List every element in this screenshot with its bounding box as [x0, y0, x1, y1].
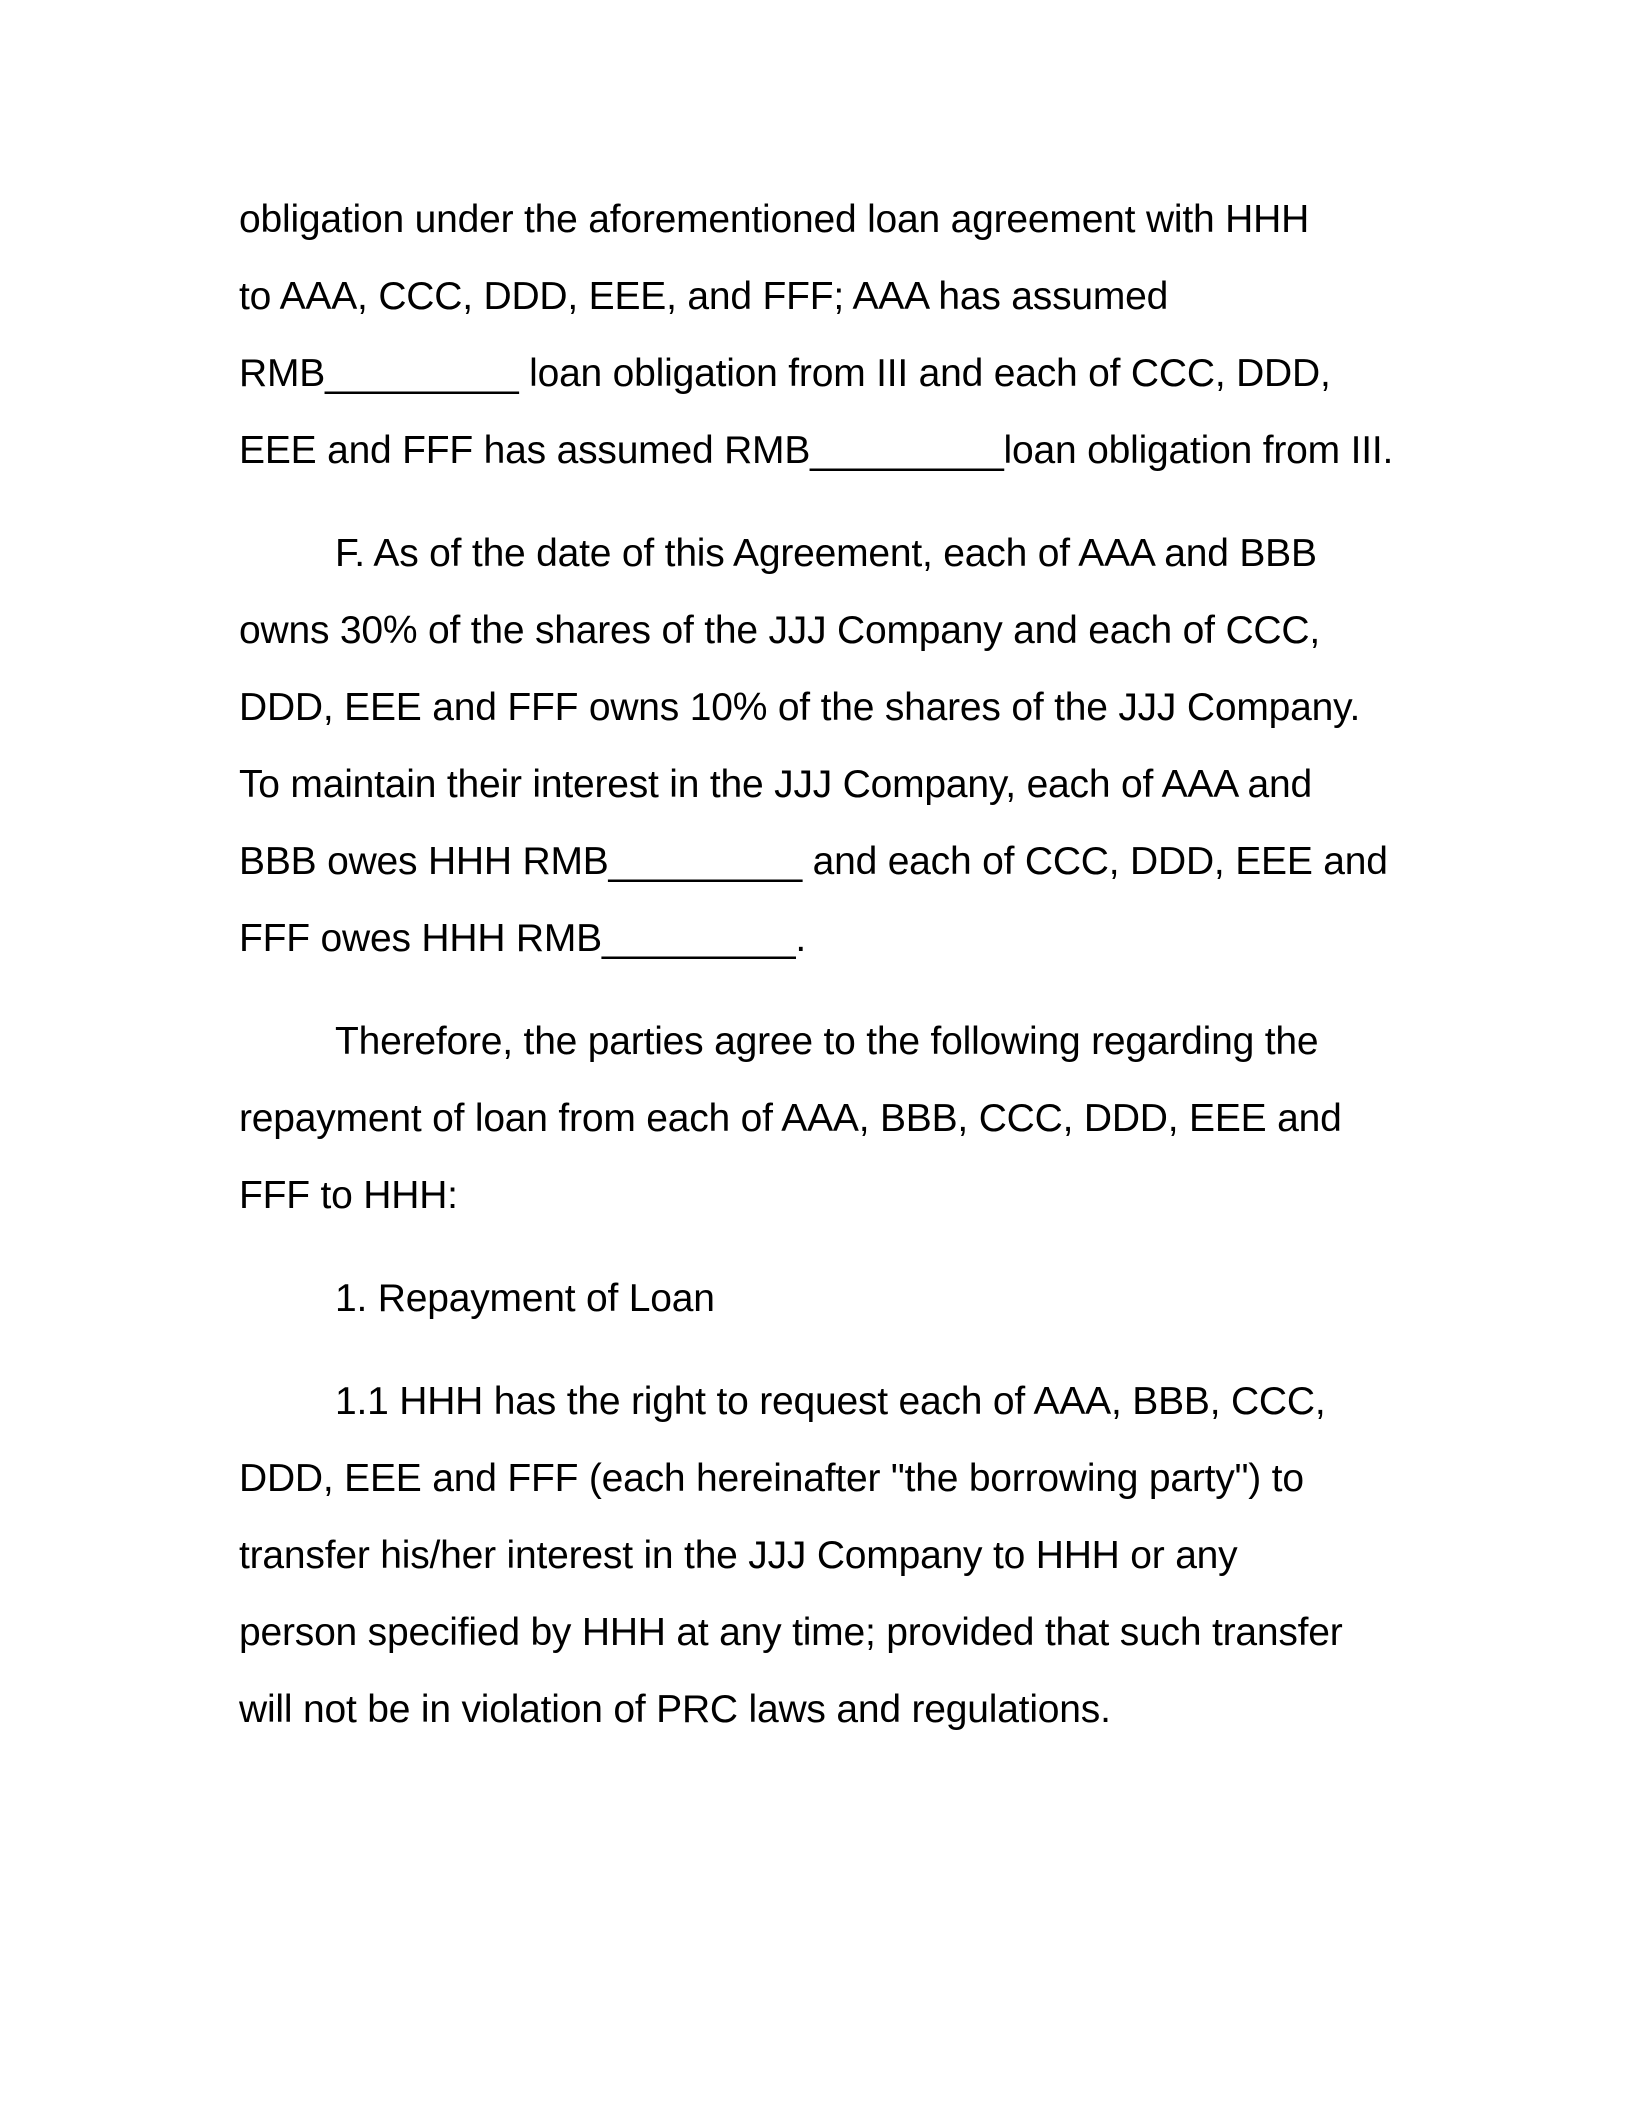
section-1-heading: 1. Repayment of Loan [335, 1277, 715, 1320]
text-line: obligation under the aforementioned loan agreement with HHH [239, 198, 1310, 241]
text-line: transfer his/her interest in the JJJ Company to HHH or any [239, 1534, 1238, 1577]
section-1-1-first-line: 1.1 HHH has the right to request each of AAA, BBB, CCC, [335, 1380, 1326, 1423]
text-line: repayment of loan from each of AAA, BBB, CCC, DDD, EEE and [239, 1097, 1342, 1140]
text-line: will not be in violation of PRC laws and regulations. [239, 1688, 1111, 1731]
text-line: owns 30% of the shares of the JJJ Company and each of CCC, [239, 609, 1320, 652]
paragraph-f-first-line: F. As of the date of this Agreement, each of AAA and BBB [335, 532, 1317, 575]
text-line: To maintain their interest in the JJJ Company, each of AAA and [239, 763, 1312, 806]
text-line: person specified by HHH at any time; provided that such transfer [239, 1611, 1343, 1654]
therefore-first-line: Therefore, the parties agree to the following regarding the [335, 1020, 1319, 1063]
text-line: EEE and FFF has assumed RMB_________loan obligation from III. [239, 429, 1394, 472]
text-line: FFF owes HHH RMB_________. [239, 917, 807, 960]
text-line: DDD, EEE and FFF (each hereinafter "the borrowing party") to [239, 1457, 1304, 1500]
text-line: FFF to HHH: [239, 1174, 458, 1217]
text-line: BBB owes HHH RMB_________ and each of CCC, DDD, EEE and [239, 840, 1388, 883]
text-line: DDD, EEE and FFF owns 10% of the shares of the JJJ Company. [239, 686, 1361, 729]
text-line: to AAA, CCC, DDD, EEE, and FFF; AAA has assumed [239, 275, 1169, 318]
text-line: RMB_________ loan obligation from III and each of CCC, DDD, [239, 352, 1331, 395]
